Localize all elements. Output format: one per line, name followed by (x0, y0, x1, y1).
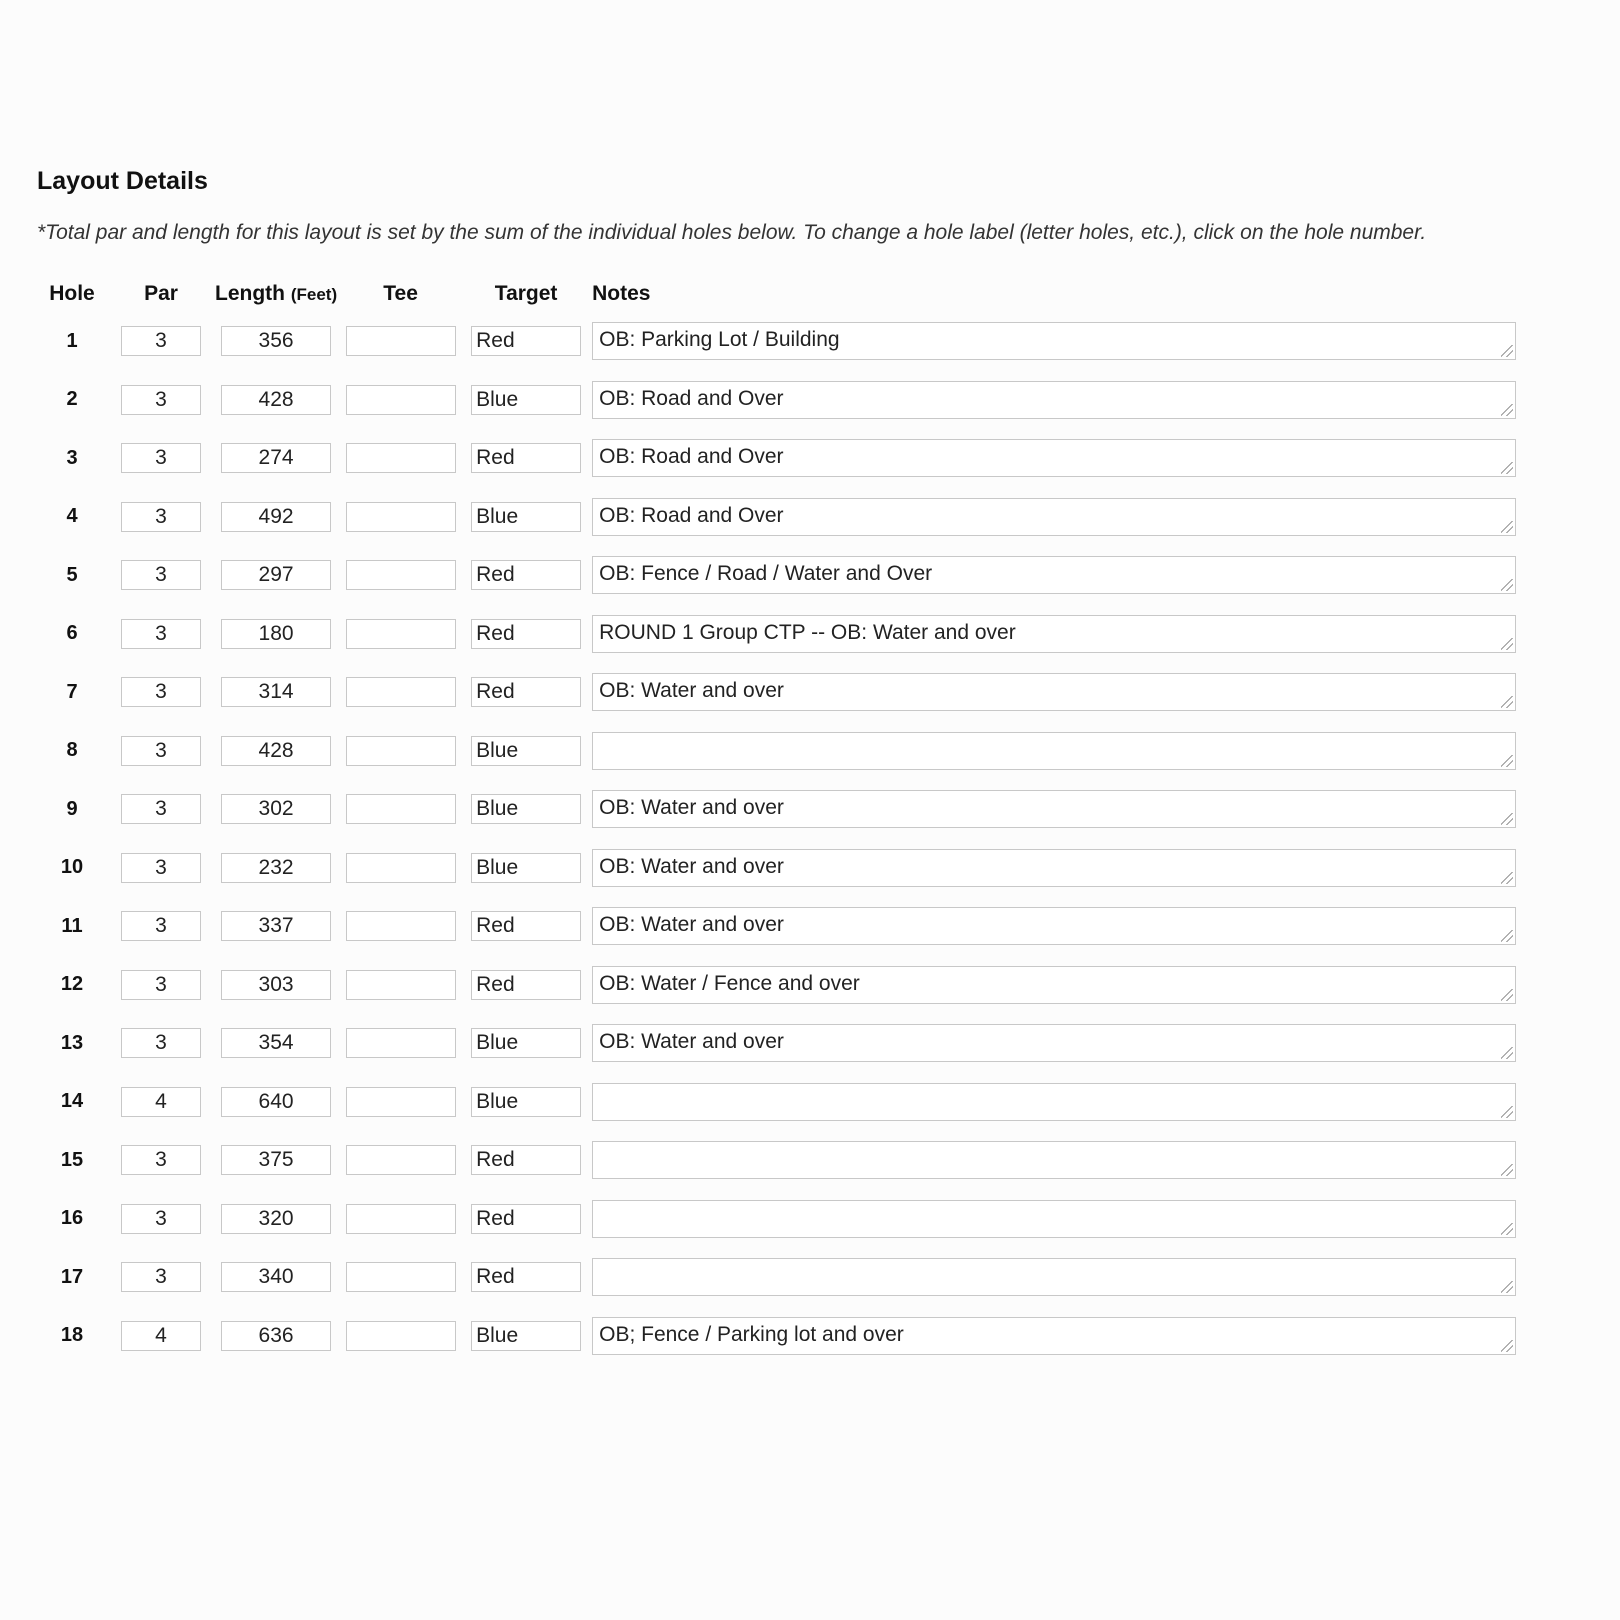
target-input[interactable] (471, 502, 581, 532)
notes-cell (588, 839, 1522, 898)
notes-cell (588, 722, 1522, 781)
notes-field (592, 556, 1516, 594)
length-cell (215, 546, 337, 605)
notes-cell (588, 1307, 1522, 1366)
par-cell (107, 897, 215, 956)
table-row (37, 1073, 1522, 1132)
hole-number-link[interactable]: 2 (66, 388, 78, 411)
header-length-unit: (Feet) (290, 285, 338, 304)
tee-cell (337, 371, 464, 430)
length-cell (215, 839, 337, 898)
par-input[interactable] (121, 1204, 201, 1234)
tee-input[interactable] (346, 619, 456, 649)
hole-number-link[interactable]: 18 (60, 1324, 84, 1347)
tee-input[interactable] (346, 794, 456, 824)
target-cell (464, 546, 588, 605)
length-cell (215, 1073, 337, 1132)
tee-input[interactable] (346, 385, 456, 415)
notes-textarea[interactable] (592, 1200, 1516, 1238)
tee-cell (337, 1131, 464, 1190)
hole-number-link[interactable]: 5 (66, 563, 78, 586)
notes-field (592, 732, 1516, 770)
hole-cell (37, 956, 107, 1015)
par-cell (107, 1307, 215, 1366)
length-input[interactable] (221, 385, 331, 415)
notes-cell (588, 429, 1522, 488)
hole-number-link[interactable]: 3 (66, 446, 78, 469)
notes-textarea[interactable] (592, 790, 1516, 828)
table-row (37, 1248, 1522, 1307)
length-cell (215, 371, 337, 430)
length-input[interactable] (221, 677, 331, 707)
tee-input[interactable] (346, 560, 456, 590)
par-input[interactable] (121, 502, 201, 532)
hole-cell (37, 1073, 107, 1132)
hole-number-link[interactable]: 13 (60, 1031, 84, 1054)
target-cell (464, 605, 588, 664)
target-cell (464, 780, 588, 839)
notes-field (592, 1141, 1516, 1179)
notes-field (592, 439, 1516, 477)
section-title: Layout Details (37, 167, 208, 195)
notes-field (592, 498, 1516, 536)
tee-input[interactable] (346, 736, 456, 766)
hole-cell (37, 605, 107, 664)
tee-input[interactable] (346, 911, 456, 941)
tee-input[interactable] (346, 326, 456, 356)
tee-cell (337, 956, 464, 1015)
notes-textarea[interactable] (592, 907, 1516, 945)
header-hole: Hole (49, 282, 95, 305)
notes-field (592, 381, 1516, 419)
target-cell (464, 1131, 588, 1190)
notes-field (592, 1317, 1516, 1355)
header-notes: Notes (592, 282, 651, 305)
target-input[interactable] (471, 1145, 581, 1175)
target-cell (464, 312, 588, 371)
hole-number-link[interactable]: 16 (60, 1207, 84, 1230)
header-target: Target (494, 282, 558, 305)
notes-textarea[interactable] (592, 1083, 1516, 1121)
table-row (37, 956, 1522, 1015)
target-input[interactable] (471, 1321, 581, 1351)
length-cell (215, 312, 337, 371)
tee-cell (337, 312, 464, 371)
target-input[interactable] (471, 1028, 581, 1058)
length-cell (215, 1190, 337, 1249)
tee-cell (337, 1307, 464, 1366)
par-cell (107, 1190, 215, 1249)
table-row (37, 722, 1522, 781)
target-input[interactable] (471, 560, 581, 590)
notes-textarea[interactable] (592, 439, 1516, 477)
target-input[interactable] (471, 970, 581, 1000)
notes-cell (588, 1073, 1522, 1132)
hole-cell (37, 722, 107, 781)
hole-number-link[interactable]: 1 (66, 329, 78, 352)
hole-number-link[interactable]: 15 (60, 1148, 84, 1171)
table-row (37, 1190, 1522, 1249)
length-input[interactable] (221, 970, 331, 1000)
target-input[interactable] (471, 326, 581, 356)
tee-input[interactable] (346, 1087, 456, 1117)
par-cell (107, 371, 215, 430)
par-input[interactable] (121, 560, 201, 590)
notes-cell (588, 1248, 1522, 1307)
par-input[interactable] (121, 326, 201, 356)
hole-number-link[interactable]: 6 (66, 622, 78, 645)
table-row (37, 663, 1522, 722)
hole-cell (37, 897, 107, 956)
notes-textarea[interactable] (592, 498, 1516, 536)
notes-textarea[interactable] (592, 966, 1516, 1004)
length-input[interactable] (221, 911, 331, 941)
hole-number-link[interactable]: 8 (66, 739, 78, 762)
notes-cell (588, 1131, 1522, 1190)
par-cell (107, 1014, 215, 1073)
notes-cell (588, 663, 1522, 722)
notes-cell (588, 605, 1522, 664)
tee-input[interactable] (346, 1321, 456, 1351)
hole-number-link[interactable]: 9 (66, 797, 78, 820)
target-cell (464, 429, 588, 488)
length-cell (215, 1014, 337, 1073)
target-input[interactable] (471, 911, 581, 941)
notes-field (592, 322, 1516, 360)
target-cell (464, 956, 588, 1015)
table-row (37, 1307, 1522, 1366)
notes-field (592, 1024, 1516, 1062)
par-input[interactable] (121, 1087, 201, 1117)
par-cell (107, 1131, 215, 1190)
hole-cell (37, 1190, 107, 1249)
tee-cell (337, 839, 464, 898)
tee-input[interactable] (346, 1028, 456, 1058)
par-input[interactable] (121, 443, 201, 473)
target-cell (464, 663, 588, 722)
hole-cell (37, 371, 107, 430)
holes-table-body (37, 312, 1522, 1365)
tee-input[interactable] (346, 1145, 456, 1175)
table-row (37, 429, 1522, 488)
length-cell (215, 1131, 337, 1190)
par-input[interactable] (121, 853, 201, 883)
tee-cell (337, 1014, 464, 1073)
par-input[interactable] (121, 677, 201, 707)
length-input[interactable] (221, 502, 331, 532)
target-cell (464, 371, 588, 430)
notes-field (592, 790, 1516, 828)
hole-cell (37, 429, 107, 488)
notes-textarea[interactable] (592, 1317, 1516, 1355)
target-input[interactable] (471, 385, 581, 415)
tee-cell (337, 429, 464, 488)
notes-cell (588, 780, 1522, 839)
length-cell (215, 605, 337, 664)
tee-cell (337, 663, 464, 722)
par-cell (107, 1073, 215, 1132)
par-cell (107, 956, 215, 1015)
notes-field (592, 1258, 1516, 1296)
par-cell (107, 312, 215, 371)
hole-cell (37, 546, 107, 605)
notes-cell (588, 488, 1522, 547)
hole-cell (37, 312, 107, 371)
hole-cell (37, 663, 107, 722)
header-length-label: Length (215, 282, 285, 305)
layout-details-section (37, 166, 1597, 1365)
tee-cell (337, 897, 464, 956)
tee-cell (337, 1073, 464, 1132)
notes-cell (588, 956, 1522, 1015)
length-cell (215, 780, 337, 839)
target-input[interactable] (471, 853, 581, 883)
length-input[interactable] (221, 443, 331, 473)
target-input[interactable] (471, 1262, 581, 1292)
hole-cell (37, 839, 107, 898)
notes-cell (588, 371, 1522, 430)
target-input[interactable] (471, 443, 581, 473)
length-input[interactable] (221, 1028, 331, 1058)
par-input[interactable] (121, 1262, 201, 1292)
notes-cell (588, 1190, 1522, 1249)
table-row (37, 1131, 1522, 1190)
hole-number-link[interactable]: 12 (60, 973, 84, 996)
length-input[interactable] (221, 1204, 331, 1234)
tee-input[interactable] (346, 443, 456, 473)
notes-textarea[interactable] (592, 732, 1516, 770)
length-input[interactable] (221, 1262, 331, 1292)
length-cell (215, 1307, 337, 1366)
hole-number-link[interactable]: 17 (60, 1265, 84, 1288)
target-input[interactable] (471, 677, 581, 707)
table-row (37, 839, 1522, 898)
hole-cell (37, 488, 107, 547)
par-cell (107, 663, 215, 722)
notes-field (592, 615, 1516, 653)
length-input[interactable] (221, 619, 331, 649)
tee-cell (337, 605, 464, 664)
length-cell (215, 429, 337, 488)
notes-textarea[interactable] (592, 849, 1516, 887)
table-row (37, 780, 1522, 839)
target-input[interactable] (471, 794, 581, 824)
length-cell (215, 1248, 337, 1307)
table-row (37, 371, 1522, 430)
tee-input[interactable] (346, 853, 456, 883)
par-input[interactable] (121, 794, 201, 824)
hole-number-link[interactable]: 4 (66, 505, 78, 528)
table-row (37, 312, 1522, 371)
notes-textarea[interactable] (592, 615, 1516, 653)
tee-cell (337, 546, 464, 605)
par-input[interactable] (121, 911, 201, 941)
section-note: *Total par and length for this layout is set by the sum of the individual holes below. To change a hole label (letter holes, etc.), click on the hole number. (37, 221, 1427, 244)
notes-textarea[interactable] (592, 1141, 1516, 1179)
header-par: Par (144, 282, 178, 305)
tee-cell (337, 1190, 464, 1249)
target-input[interactable] (471, 619, 581, 649)
hole-number-link[interactable]: 11 (61, 914, 83, 937)
hole-number-link[interactable]: 7 (66, 680, 78, 703)
hole-number-link[interactable]: 10 (60, 856, 84, 879)
par-cell (107, 1248, 215, 1307)
notes-textarea[interactable] (592, 1258, 1516, 1296)
length-cell (215, 663, 337, 722)
tee-input[interactable] (346, 1262, 456, 1292)
holes-table (37, 276, 1522, 1365)
hole-cell (37, 1014, 107, 1073)
par-input[interactable] (121, 970, 201, 1000)
target-input[interactable] (471, 1087, 581, 1117)
par-cell (107, 605, 215, 664)
target-cell (464, 1190, 588, 1249)
notes-cell (588, 1014, 1522, 1073)
notes-textarea[interactable] (592, 322, 1516, 360)
table-row (37, 1014, 1522, 1073)
notes-field (592, 849, 1516, 887)
tee-input[interactable] (346, 502, 456, 532)
tee-cell (337, 722, 464, 781)
table-row (37, 488, 1522, 547)
header-length (215, 276, 337, 312)
target-cell (464, 839, 588, 898)
par-cell (107, 839, 215, 898)
notes-textarea[interactable] (592, 673, 1516, 711)
par-input[interactable] (121, 1145, 201, 1175)
notes-cell (588, 312, 1522, 371)
tee-input[interactable] (346, 677, 456, 707)
header-tee: Tee (383, 282, 418, 305)
tee-input[interactable] (346, 1204, 456, 1234)
target-cell (464, 897, 588, 956)
length-cell (215, 722, 337, 781)
length-input[interactable] (221, 560, 331, 590)
target-cell (464, 1073, 588, 1132)
hole-cell (37, 780, 107, 839)
par-cell (107, 780, 215, 839)
par-input[interactable] (121, 385, 201, 415)
notes-field (592, 907, 1516, 945)
notes-field (592, 966, 1516, 1004)
tee-cell (337, 780, 464, 839)
notes-textarea[interactable] (592, 381, 1516, 419)
tee-cell (337, 488, 464, 547)
length-input[interactable] (221, 736, 331, 766)
length-cell (215, 897, 337, 956)
header-row (37, 276, 1522, 312)
length-input[interactable] (221, 1087, 331, 1117)
target-cell (464, 1248, 588, 1307)
table-row (37, 546, 1522, 605)
length-input[interactable] (221, 853, 331, 883)
tee-cell (337, 1248, 464, 1307)
length-input[interactable] (221, 1321, 331, 1351)
table-row (37, 897, 1522, 956)
par-cell (107, 429, 215, 488)
notes-field (592, 1083, 1516, 1121)
target-input[interactable] (471, 1204, 581, 1234)
par-input[interactable] (121, 1321, 201, 1351)
target-cell (464, 1014, 588, 1073)
notes-textarea[interactable] (592, 1024, 1516, 1062)
target-cell (464, 488, 588, 547)
par-input[interactable] (121, 619, 201, 649)
notes-field (592, 1200, 1516, 1238)
target-input[interactable] (471, 736, 581, 766)
notes-field (592, 673, 1516, 711)
length-input[interactable] (221, 794, 331, 824)
target-cell (464, 1307, 588, 1366)
length-input[interactable] (221, 326, 331, 356)
hole-cell (37, 1307, 107, 1366)
length-input[interactable] (221, 1145, 331, 1175)
length-cell (215, 488, 337, 547)
par-input[interactable] (121, 736, 201, 766)
hole-number-link[interactable]: 14 (60, 1090, 84, 1113)
par-cell (107, 722, 215, 781)
notes-cell (588, 546, 1522, 605)
hole-cell (37, 1131, 107, 1190)
target-cell (464, 722, 588, 781)
par-cell (107, 546, 215, 605)
tee-input[interactable] (346, 970, 456, 1000)
table-row (37, 605, 1522, 664)
notes-cell (588, 897, 1522, 956)
par-cell (107, 488, 215, 547)
length-cell (215, 956, 337, 1015)
notes-textarea[interactable] (592, 556, 1516, 594)
hole-cell (37, 1248, 107, 1307)
par-input[interactable] (121, 1028, 201, 1058)
